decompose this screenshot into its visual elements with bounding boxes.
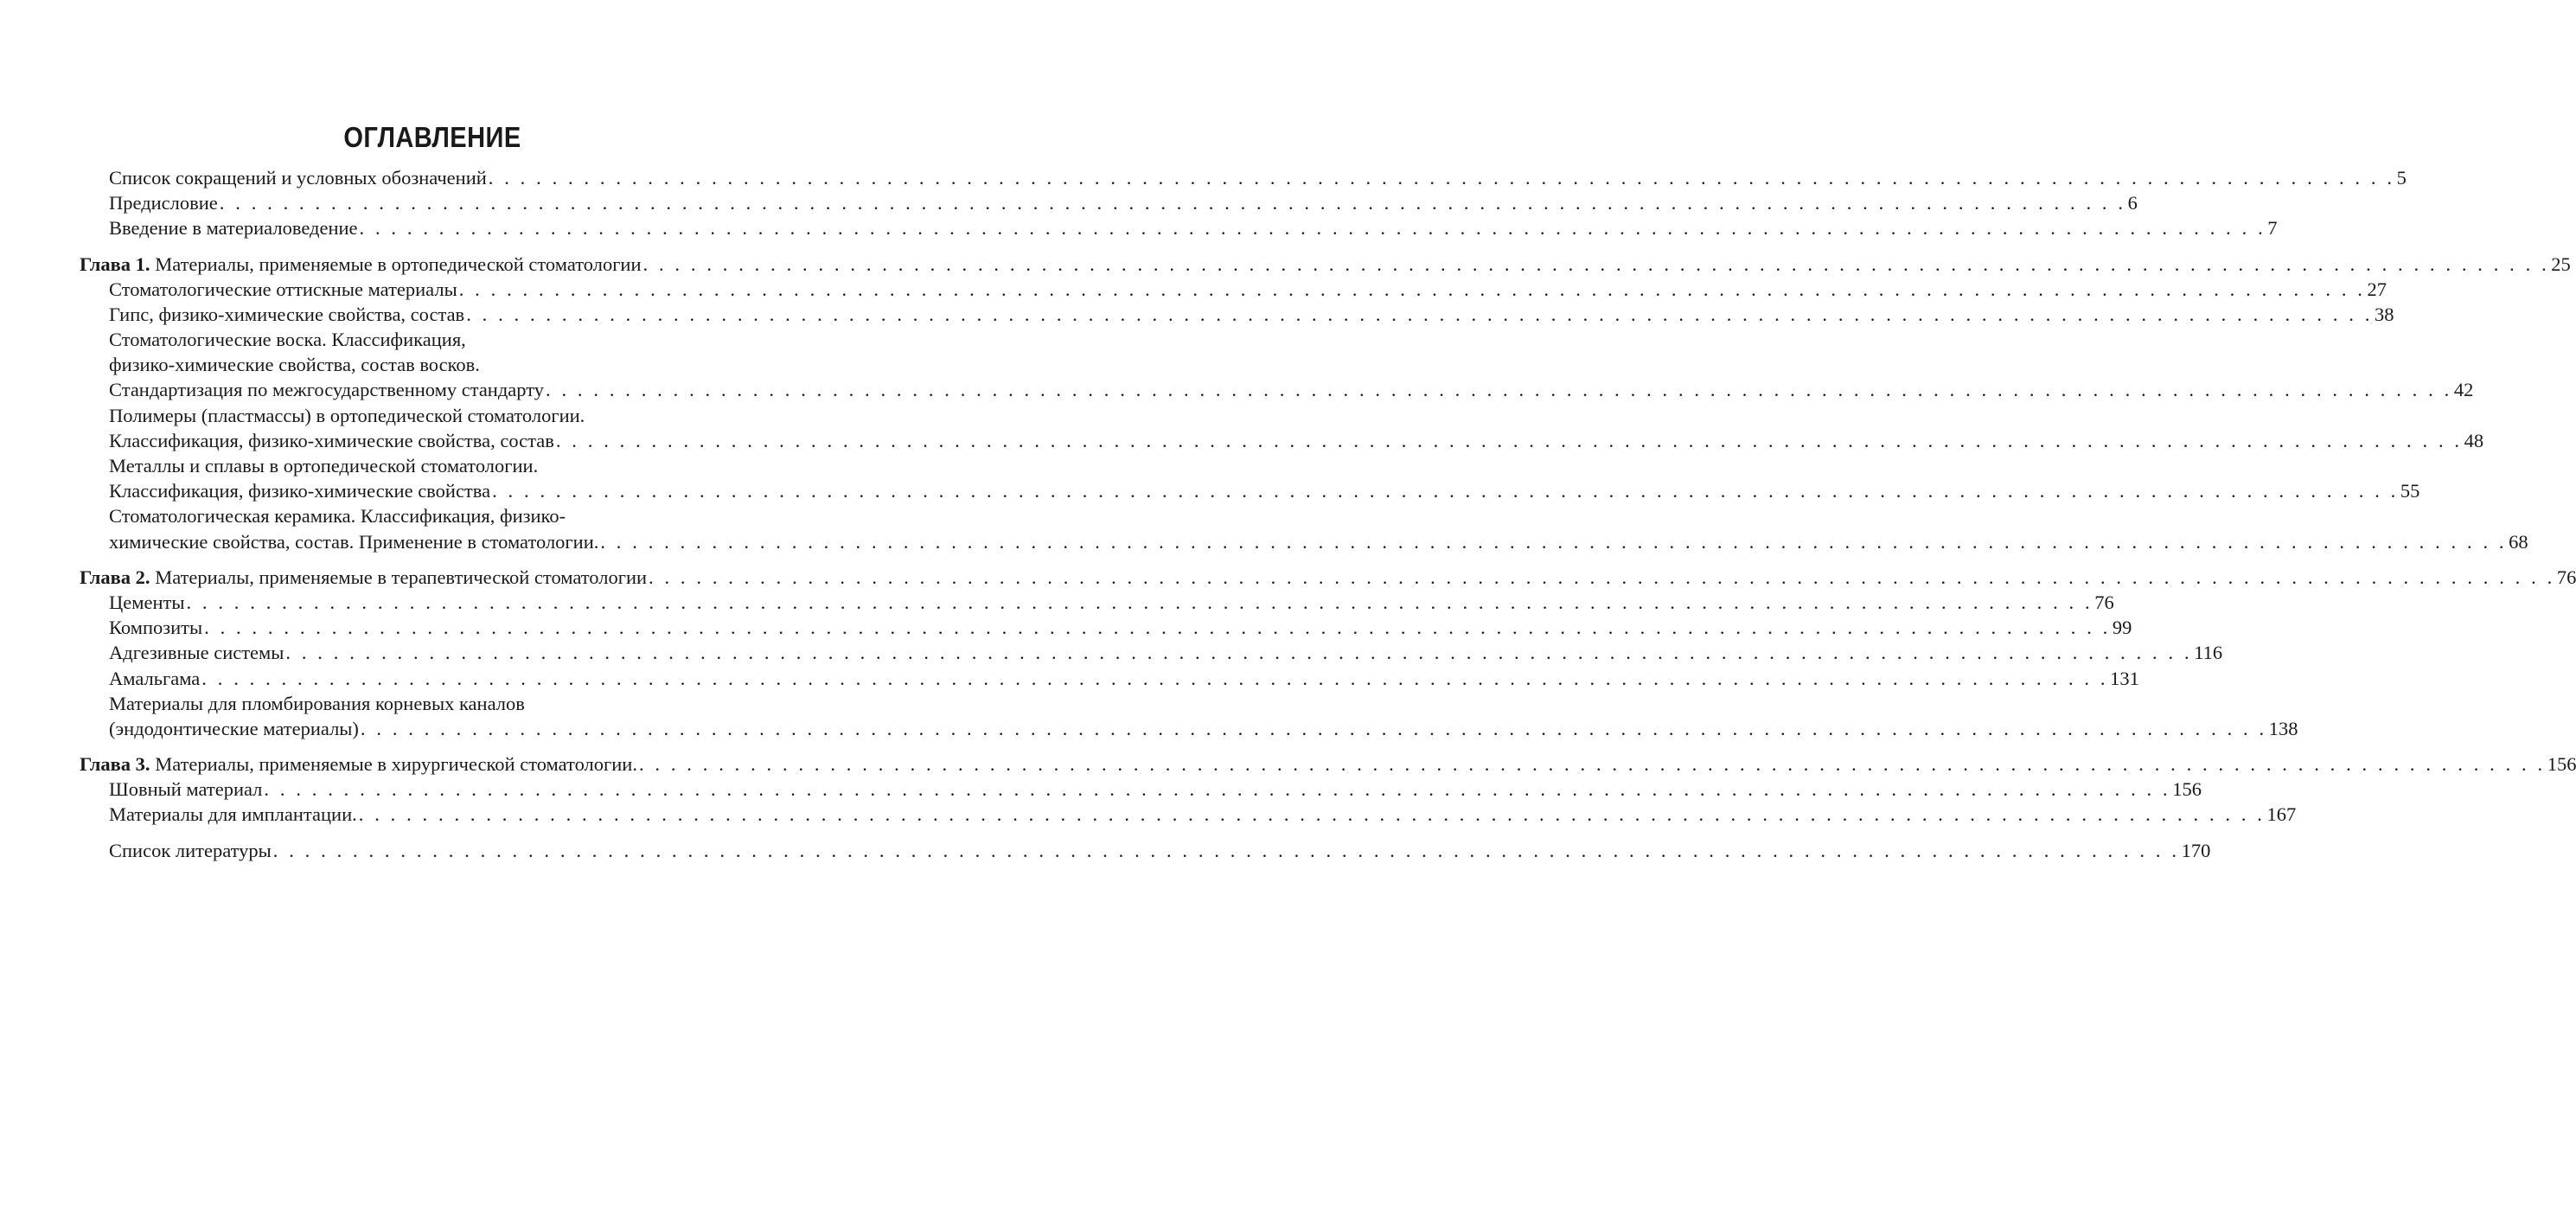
toc-entry-text: Классификация, физико-химические свойства bbox=[109, 480, 491, 502]
toc-group bbox=[80, 252, 2571, 554]
dot-leader: . . . . . . . . . . . . . . . . . . . . . . . . . . . . . . . . . . . . . . . . . . . . . . . . . . . . . . . . . . . . . . . . . . . . . . . . . . . . . . . . . . . . . . . . . . . . . . . . . . . . . . . . . . . . . . . . . . . . . . . . bbox=[642, 253, 2550, 275]
dot-leader: . . . . . . . . . . . . . . . . . . . . . . . . . . . . . . . . . . . . . . . . . . . . . . . . . . . . . . . . . . . . . . . . . . . . . . . . . . . . . . . . . . . . . . . . . . . . . . . . . . . . . . . . . . . . . . . . . . . . . . . . bbox=[359, 217, 2266, 240]
chapter-title bbox=[80, 565, 647, 590]
toc-group bbox=[80, 752, 2576, 828]
toc-page-number: 138 bbox=[2268, 717, 2298, 739]
toc-group bbox=[80, 565, 2576, 741]
toc-entry-text: Шовный материал bbox=[109, 778, 263, 801]
toc-entry-row[interactable] bbox=[80, 838, 2211, 863]
toc-entry-row[interactable] bbox=[80, 478, 2420, 503]
toc-entry-row[interactable] bbox=[80, 428, 2484, 453]
toc-page-number: 167 bbox=[2266, 803, 2297, 826]
toc-entry-line[interactable] bbox=[80, 403, 787, 428]
dot-leader: . . . . . . . . . . . . . . . . . . . . . . . . . . . . . . . . . . . . . . . . . . . . . . . . . . . . . . . . . . . . . . . . . . . . . . . . . . . . . . . . . . . . . . . . . . . . . . . . . . . . . . . . . . . . . . . . . . . . . . . . bbox=[555, 429, 2463, 451]
dot-leader: . . . . . . . . . . . . . . . . . . . . . . . . . . . . . . . . . . . . . . . . . . . . . . . . . . . . . . . . . . . . . . . . . . . . . . . . . . . . . . . . . . . . . . . . . . . . . . . . . . . . . . . . . . . . . . . . . . . . . . . . bbox=[466, 303, 2373, 325]
toc-entry-text: Список литературы bbox=[109, 839, 272, 861]
toc-entry-text: Предисловие bbox=[109, 192, 218, 214]
toc-entry-text: Цементы bbox=[109, 591, 185, 613]
dot-leader: . . . . . . . . . . . . . . . . . . . . . . . . . . . . . . . . . . . . . . . . . . . . . . . . . . . . . . . . . . . . . . . . . . . . . . . . . . . . . . . . . . . . . . . . . . . . . . . . . . . . . . . . . . . . . . . . . . . . . . . . bbox=[272, 839, 2180, 861]
toc-page-number: 25 bbox=[2551, 253, 2571, 275]
toc-page-number: 5 bbox=[2396, 166, 2407, 189]
toc-entry-text: Стоматологические оттискные материалы bbox=[109, 278, 457, 300]
toc-entry-text: Адгезивные системы bbox=[109, 642, 284, 664]
toc-entry-row[interactable] bbox=[80, 165, 2407, 190]
toc-page-number: 76 bbox=[2094, 591, 2114, 613]
toc-page-number: 38 bbox=[2374, 303, 2394, 325]
dot-leader: . . . . . . . . . . . . . . . . . . . . . . . . . . . . . . . . . . . . . . . . . . . . . . . . . . . . . . . . . . . . . . . . . . . . . . . . . . . . . . . . . . . . . . . . . . . . . . . . . . . . . . . . . . . . . . . . . . . . . . . . bbox=[458, 278, 2366, 300]
dot-leader: . . . . . . . . . . . . . . . . . . . . . . . . . . . . . . . . . . . . . . . . . . . . . . . . . . . . . . . . . . . . . . . . . . . . . . . . . . . . . . . . . . . . . . . . . . . . . . . . . . . . . . . . . . . . . . . . . . . . . . . . bbox=[186, 591, 2093, 613]
table-of-contents bbox=[80, 165, 2576, 873]
toc-entry-text: Материалы для пломбирования корневых каналов bbox=[109, 692, 525, 714]
toc-entry-line[interactable] bbox=[80, 327, 787, 352]
dot-leader: . . . . . . . . . . . . . . . . . . . . . . . . . . . . . . . . . . . . . . . . . . . . . . . . . . . . . . . . . . . . . . . . . . . . . . . . . . . . . . . . . . . . . . . . . . . . . . . . . . . . . . . . . . . . . . . . . . . . . . . . bbox=[638, 753, 2546, 776]
toc-entry-row[interactable] bbox=[80, 716, 2298, 741]
toc-entry-row[interactable] bbox=[80, 215, 2278, 240]
toc-entry-text: Металлы и сплавы в ортопедической стоматологии. bbox=[109, 455, 539, 477]
dot-leader: . . . . . . . . . . . . . . . . . . . . . . . . . . . . . . . . . . . . . . . . . . . . . . . . . . . . . . . . . . . . . . . . . . . . . . . . . . . . . . . . . . . . . . . . . . . . . . . . . . . . . . . . . . . . . . . . . . . . . . . . bbox=[201, 667, 2109, 689]
chapter-number: Глава 3. bbox=[80, 753, 150, 776]
toc-entry-line[interactable] bbox=[80, 453, 787, 478]
toc-page-number: 68 bbox=[2509, 530, 2528, 553]
chapter-text: Материалы, применяемые в терапевтической стоматологии bbox=[150, 566, 648, 588]
toc-entry-row[interactable] bbox=[80, 529, 2528, 554]
toc-page-number: 131 bbox=[2110, 667, 2139, 689]
toc-page-number: 99 bbox=[2112, 617, 2132, 639]
toc-group bbox=[80, 838, 2211, 863]
chapter-text: Материалы, применяемые в ортопедической стоматологии bbox=[150, 253, 642, 275]
toc-page-number: 156 bbox=[2547, 753, 2576, 776]
toc-page-number: 27 bbox=[2367, 278, 2387, 300]
toc-entry-row[interactable] bbox=[80, 615, 2132, 640]
toc-entry-text: Список сокращений и условных обозначений bbox=[109, 166, 487, 189]
page-title: ОГЛАВЛЕНИЕ bbox=[343, 121, 521, 153]
toc-page-number: 7 bbox=[2267, 217, 2278, 240]
toc-group bbox=[80, 165, 2407, 241]
toc-page-number: 6 bbox=[2127, 192, 2138, 214]
toc-entry-text: (эндодонтические материалы) bbox=[109, 717, 359, 739]
toc-page-number: 76 bbox=[2556, 566, 2576, 588]
toc-entry-text: Амальгама bbox=[109, 667, 201, 689]
dot-leader: . . . . . . . . . . . . . . . . . . . . . . . . . . . . . . . . . . . . . . . . . . . . . . . . . . . . . . . . . . . . . . . . . . . . . . . . . . . . . . . . . . . . . . . . . . . . . . . . . . . . . . . . . . . . . . . . . . . . . . . . bbox=[219, 192, 2126, 214]
toc-entry-text: физико-химические свойства, состав восков. bbox=[109, 354, 480, 376]
toc-entry-row[interactable] bbox=[80, 666, 2139, 691]
dot-leader: . . . . . . . . . . . . . . . . . . . . . . . . . . . . . . . . . . . . . . . . . . . . . . . . . . . . . . . . . . . . . . . . . . . . . . . . . . . . . . . . . . . . . . . . . . . . . . . . . . . . . . . . . . . . . . . . . . . . . . . . bbox=[264, 778, 2171, 801]
toc-entry-text: Классификация, физико-химические свойства, состав bbox=[109, 429, 554, 451]
toc-entry-text: химические свойства, состав. Применение в стоматологии. bbox=[109, 530, 599, 553]
toc-entry-text: Композиты bbox=[109, 617, 203, 639]
dot-leader: . . . . . . . . . . . . . . . . . . . . . . . . . . . . . . . . . . . . . . . . . . . . . . . . . . . . . . . . . . . . . . . . . . . . . . . . . . . . . . . . . . . . . . . . . . . . . . . . . . . . . . . . . . . . . . . . . . . . . . . . bbox=[204, 617, 2111, 639]
toc-entry-row[interactable] bbox=[80, 302, 2394, 327]
dot-leader: . . . . . . . . . . . . . . . . . . . . . . . . . . . . . . . . . . . . . . . . . . . . . . . . . . . . . . . . . . . . . . . . . . . . . . . . . . . . . . . . . . . . . . . . . . . . . . . . . . . . . . . . . . . . . . . . . . . . . . . . bbox=[358, 803, 2266, 826]
toc-entry-text: Полимеры (пластмассы) в ортопедической стоматологии. bbox=[109, 404, 585, 426]
toc-page-number: 55 bbox=[2400, 480, 2420, 502]
chapter-text: Материалы, применяемые в хирургической стоматологии. bbox=[150, 753, 637, 776]
dot-leader: . . . . . . . . . . . . . . . . . . . . . . . . . . . . . . . . . . . . . . . . . . . . . . . . . . . . . . . . . . . . . . . . . . . . . . . . . . . . . . . . . . . . . . . . . . . . . . . . . . . . . . . . . . . . . . . . . . . . . . . . bbox=[285, 642, 2193, 664]
toc-entry-text: Стандартизация по межгосударственному стандарту bbox=[109, 379, 545, 401]
toc-entry-text: Стоматологические воска. Классификация, bbox=[109, 329, 466, 351]
toc-entry-line[interactable] bbox=[80, 352, 787, 377]
toc-entry-row[interactable] bbox=[80, 590, 2114, 615]
toc-entry-text: Введение в материаловедение bbox=[109, 217, 358, 240]
toc-entry-text: Стоматологическая керамика. Классификация, физико- bbox=[109, 505, 566, 528]
toc-entry-line[interactable] bbox=[80, 691, 787, 716]
toc-page-number: 116 bbox=[2194, 642, 2223, 664]
toc-entry-text: Гипс, физико-химические свойства, состав bbox=[109, 303, 465, 325]
chapter-title bbox=[80, 252, 642, 277]
chapter-title bbox=[80, 752, 637, 777]
toc-entry-row[interactable] bbox=[80, 640, 2223, 665]
dot-leader: . . . . . . . . . . . . . . . . . . . . . . . . . . . . . . . . . . . . . . . . . . . . . . . . . . . . . . . . . . . . . . . . . . . . . . . . . . . . . . . . . . . . . . . . . . . . . . . . . . . . . . . . . . . . . . . . . . . . . . . . bbox=[492, 480, 2399, 502]
dot-leader: . . . . . . . . . . . . . . . . . . . . . . . . . . . . . . . . . . . . . . . . . . . . . . . . . . . . . . . . . . . . . . . . . . . . . . . . . . . . . . . . . . . . . . . . . . . . . . . . . . . . . . . . . . . . . . . . . . . . . . . . bbox=[360, 717, 2267, 739]
toc-entry-row[interactable] bbox=[80, 378, 2474, 403]
dot-leader: . . . . . . . . . . . . . . . . . . . . . . . . . . . . . . . . . . . . . . . . . . . . . . . . . . . . . . . . . . . . . . . . . . . . . . . . . . . . . . . . . . . . . . . . . . . . . . . . . . . . . . . . . . . . . . . . . . . . . . . . bbox=[546, 379, 2452, 401]
toc-chapter-row[interactable] bbox=[80, 752, 2576, 777]
toc-page-number: 42 bbox=[2453, 379, 2474, 401]
toc-page-number: 48 bbox=[2464, 429, 2484, 451]
chapter-number: Глава 1. bbox=[80, 253, 150, 275]
toc-chapter-row[interactable] bbox=[80, 252, 2571, 277]
toc-entry-row[interactable] bbox=[80, 190, 2138, 215]
dot-leader: . . . . . . . . . . . . . . . . . . . . . . . . . . . . . . . . . . . . . . . . . . . . . . . . . . . . . . . . . . . . . . . . . . . . . . . . . . . . . . . . . . . . . . . . . . . . . . . . . . . . . . . . . . . . . . . . . . . . . . . . bbox=[600, 530, 2508, 553]
toc-entry-line[interactable] bbox=[80, 503, 787, 528]
toc-entry-row[interactable] bbox=[80, 803, 2297, 828]
toc-page-number: 170 bbox=[2181, 839, 2211, 861]
toc-entry-row[interactable] bbox=[80, 277, 2387, 302]
chapter-number: Глава 2. bbox=[80, 566, 150, 588]
toc-chapter-row[interactable] bbox=[80, 565, 2576, 590]
toc-entry-text: Материалы для имплантации. bbox=[109, 803, 357, 826]
toc-entry-row[interactable] bbox=[80, 777, 2202, 802]
dot-leader: . . . . . . . . . . . . . . . . . . . . . . . . . . . . . . . . . . . . . . . . . . . . . . . . . . . . . . . . . . . . . . . . . . . . . . . . . . . . . . . . . . . . . . . . . . . . . . . . . . . . . . . . . . . . . . . . . . . . . . . . bbox=[488, 166, 2395, 189]
dot-leader: . . . . . . . . . . . . . . . . . . . . . . . . . . . . . . . . . . . . . . . . . . . . . . . . . . . . . . . . . . . . . . . . . . . . . . . . . . . . . . . . . . . . . . . . . . . . . . . . . . . . . . . . . . . . . . . . . . . . . . . . bbox=[649, 566, 2555, 588]
toc-page-number: 156 bbox=[2172, 778, 2202, 801]
